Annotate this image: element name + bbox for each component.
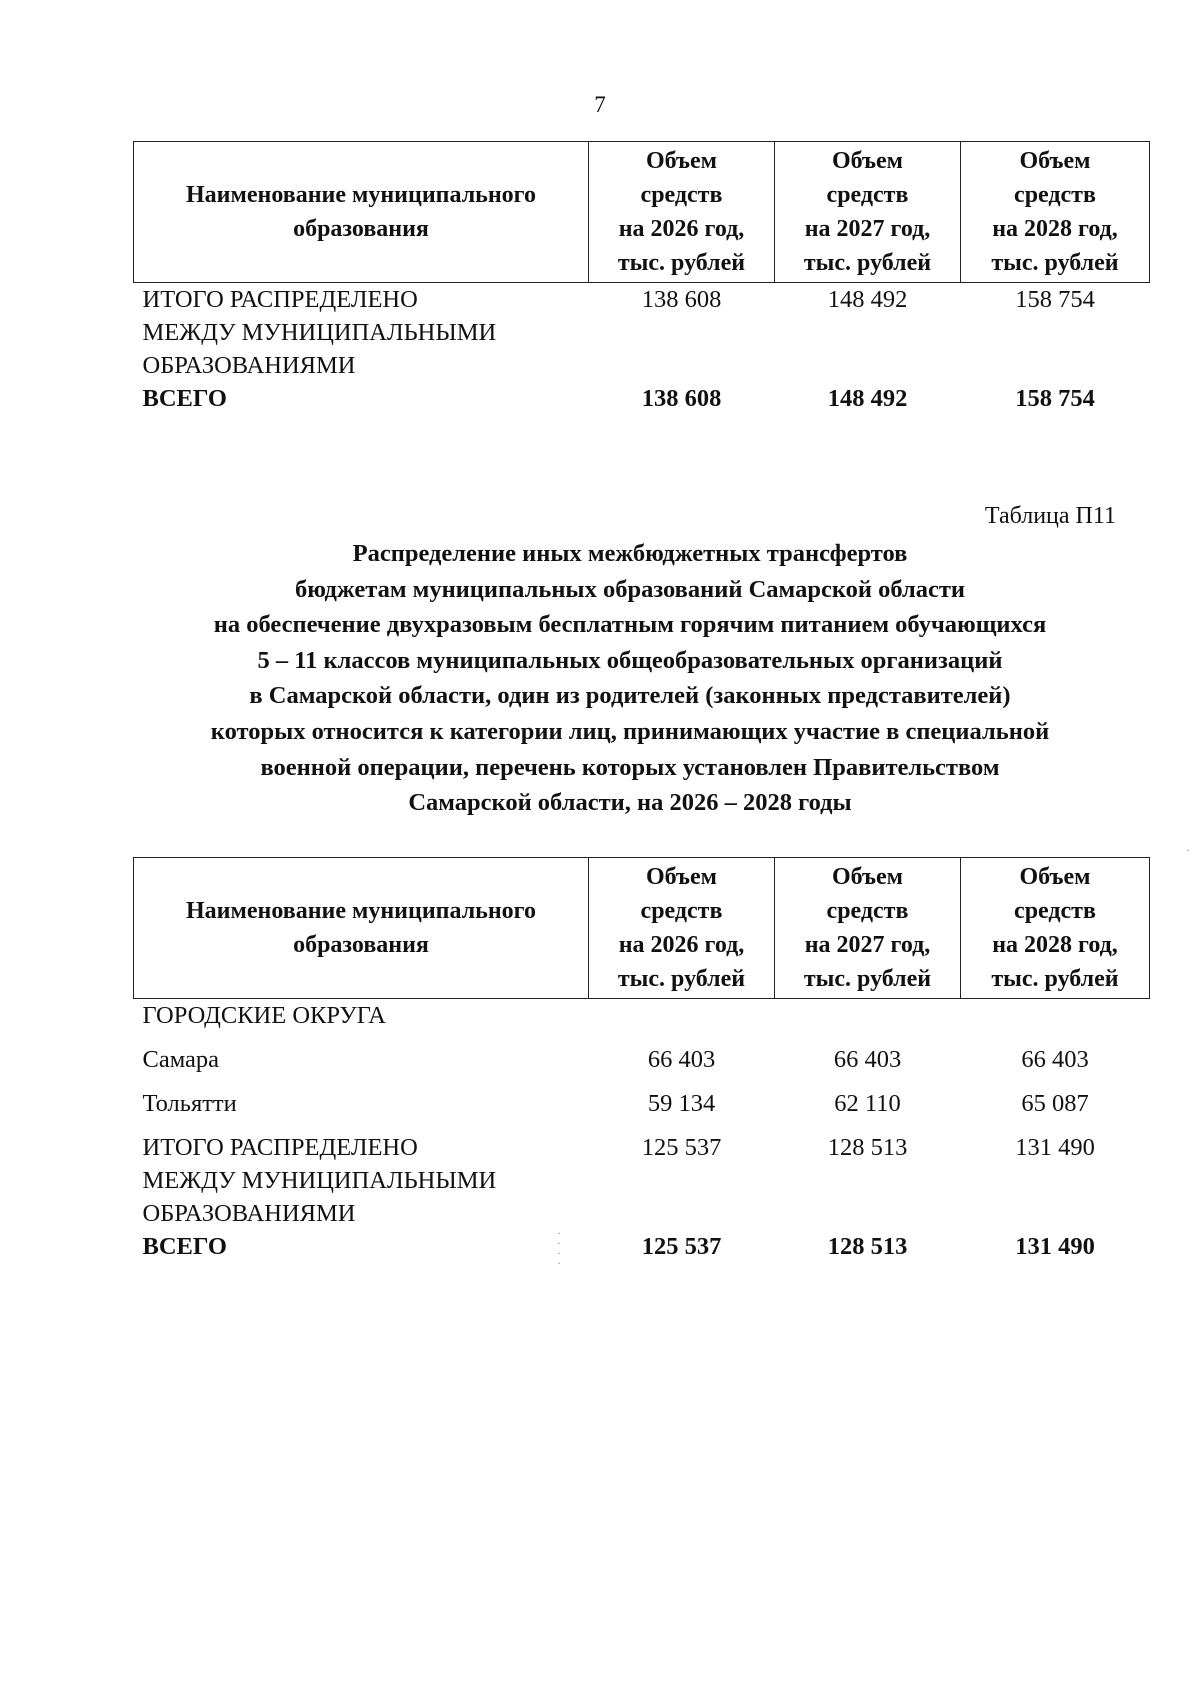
page-number: 7 (594, 92, 606, 117)
row-name: ВСЕГО (142, 1233, 227, 1260)
column-header-2026: Объем средств на 2026 год, тыс. рублей (589, 142, 775, 283)
column-header-2028: Объем средств на 2028 год, тыс. рублей (961, 858, 1150, 999)
value-2028: 158 754 (1015, 385, 1095, 412)
table-row-tolyatti (134, 1076, 1150, 1120)
column-header-name: Наименование муниципального образования (134, 858, 589, 999)
value-2026: 66 403 (647, 1046, 716, 1073)
value-2027: 128 513 (827, 1233, 908, 1260)
title-line: которых относится к категории лиц, принимающих участие в специальной (210, 717, 1050, 745)
title-line: Самарской области, на 2026 – 2028 годы (408, 789, 852, 817)
value-2028: 131 490 (1015, 1233, 1095, 1260)
column-header-2027: Объем средств на 2027 год, тыс. рублей (775, 858, 961, 999)
scan-dots-mark: · · · · (557, 1226, 561, 1270)
table-row-total-distributed (134, 1120, 1150, 1230)
section-heading: ГОРОДСКИЕ ОКРУГА (142, 1002, 386, 1029)
row-name-line: ИТОГО РАСПРЕДЕЛЕНО (142, 286, 418, 313)
table-row-grand-total (134, 1230, 1150, 1263)
column-header-2026: Объем средств на 2026 год, тыс. рублей (589, 858, 775, 999)
table-row-total-distributed (134, 283, 1150, 383)
column-header-2028: Объем средств на 2028 год, тыс. рублей (961, 142, 1150, 283)
value-2026: 125 537 (641, 1233, 722, 1260)
value-2026: 125 537 (641, 1134, 722, 1161)
table-header-row (134, 142, 1150, 283)
row-name-line: ОБРАЗОВАНИЯМИ (142, 352, 356, 379)
value-2027: 148 492 (827, 385, 908, 412)
row-name (134, 1120, 589, 1230)
row-name (134, 283, 589, 383)
value-2026: 138 608 (641, 385, 722, 412)
continued-distribution-table (133, 141, 1150, 415)
row-name-line: МЕЖДУ МУНИЦИПАЛЬНЫМИ (142, 319, 497, 346)
table-row-grand-total (134, 382, 1150, 415)
column-header-2027: Объем средств на 2027 год, тыс. рублей (775, 142, 961, 283)
value-2027: 66 403 (833, 1046, 902, 1073)
value-2028: 66 403 (1021, 1046, 1089, 1073)
table-title (80, 536, 1180, 821)
row-name: ВСЕГО (142, 385, 227, 412)
title-line: в Самарской области, один из родителей (законных представителей) (249, 682, 1011, 710)
title-line: 5 – 11 классов муниципальных общеобразовательных организаций (257, 646, 1003, 674)
value-2026: 138 608 (641, 286, 722, 313)
title-line: военной операции, перечень которых установлен Правительством (260, 753, 1000, 781)
value-2028: 158 754 (1015, 286, 1095, 313)
title-line: бюджетам муниципальных образований Самарской области (294, 575, 966, 603)
table-section-row (134, 999, 1150, 1033)
row-name-line: ИТОГО РАСПРЕДЕЛЕНО (142, 1134, 418, 1161)
row-name: Самара (142, 1046, 220, 1073)
value-2028: 131 490 (1015, 1134, 1095, 1161)
title-line: на обеспечение двухразовым бесплатным горячим питанием обучающихся (213, 611, 1047, 639)
title-line: Распределение иных межбюджетных трансфертов (352, 540, 908, 567)
p11-distribution-table (133, 857, 1150, 1263)
table-label: Таблица П11 (984, 503, 1116, 529)
row-name-line: МЕЖДУ МУНИЦИПАЛЬНЫМИ (142, 1167, 497, 1194)
column-header-name: Наименование муниципального образования (134, 142, 589, 283)
value-2026: 59 134 (647, 1090, 716, 1117)
value-2027: 62 110 (834, 1090, 901, 1117)
table-row-samara (134, 1032, 1150, 1076)
row-name-line: ОБРАЗОВАНИЯМИ (142, 1200, 356, 1227)
value-2028: 65 087 (1021, 1090, 1089, 1117)
value-2027: 128 513 (827, 1134, 908, 1161)
scan-edge-mark: · (1186, 843, 1190, 857)
table-header-row (134, 858, 1150, 999)
row-name: Тольятти (142, 1090, 237, 1117)
value-2027: 148 492 (827, 286, 908, 313)
